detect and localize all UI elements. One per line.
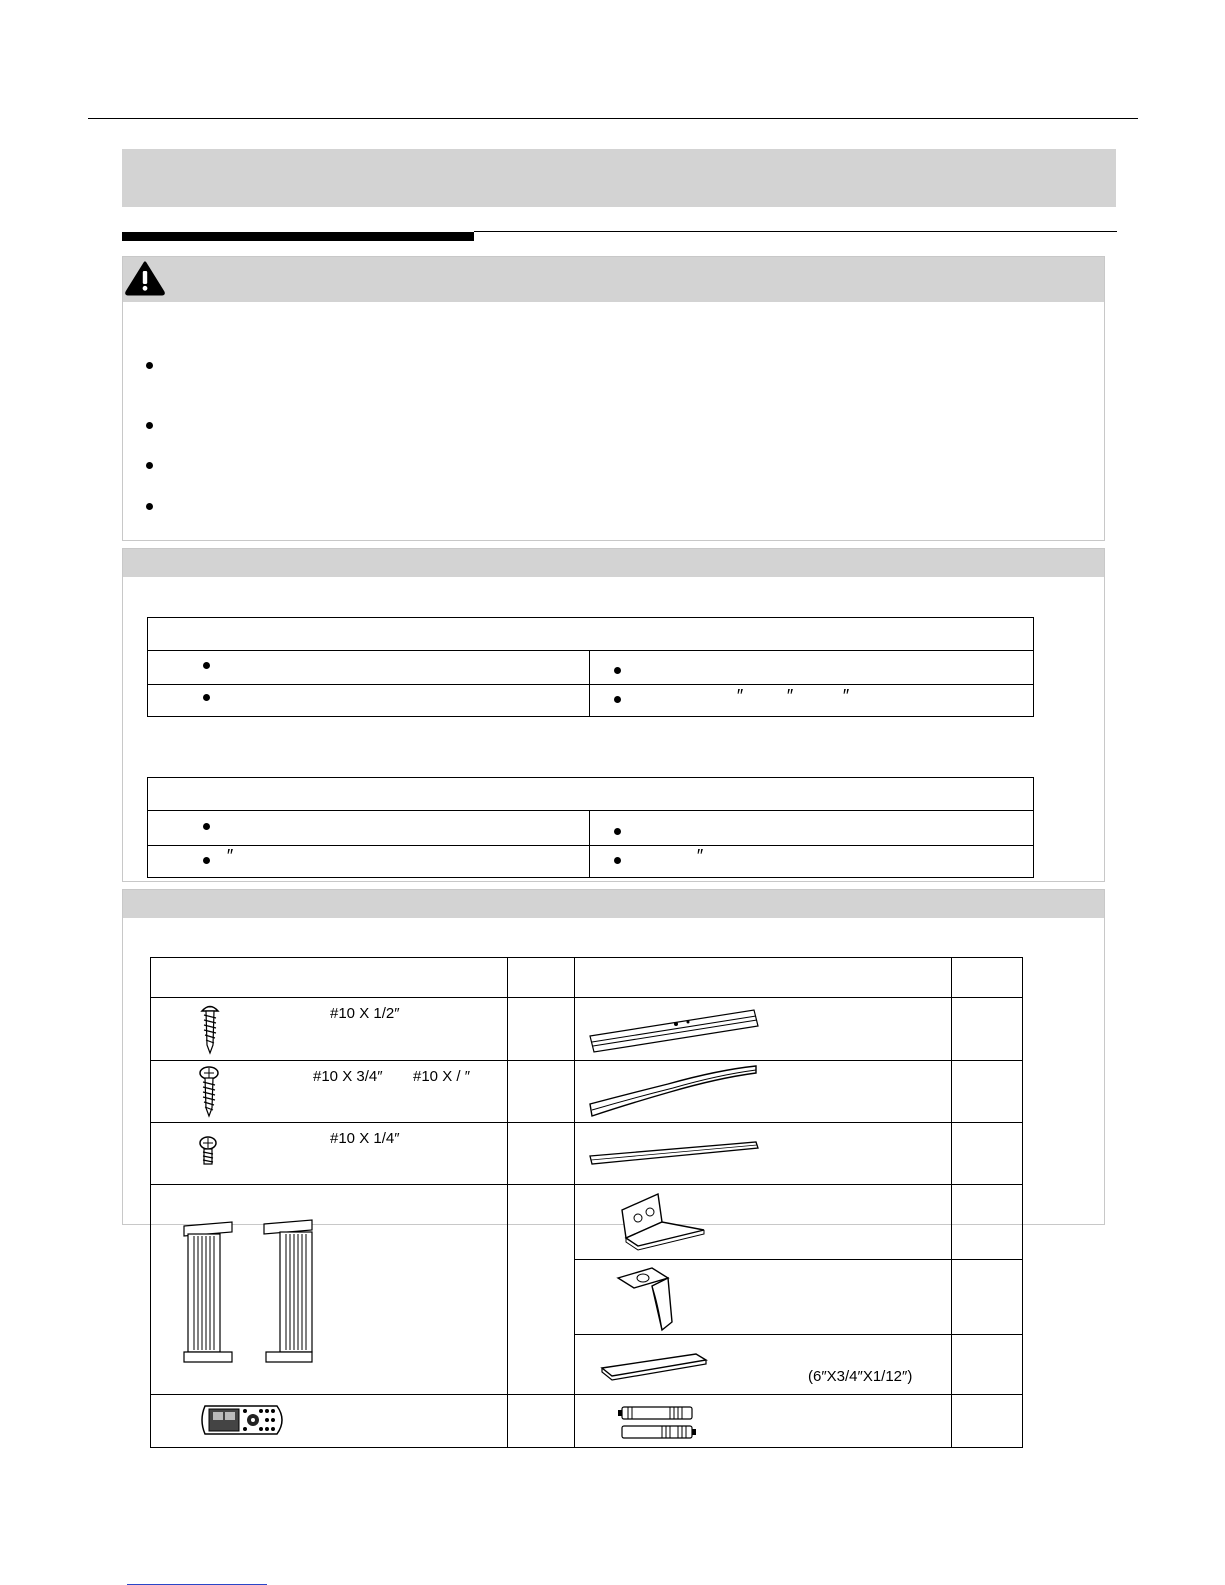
header-rule <box>88 118 1138 119</box>
inch-mark: ″ <box>696 846 703 866</box>
inch-mark: ″ <box>736 686 743 706</box>
warning-bullet <box>146 362 153 369</box>
accessories-header-band <box>123 890 1104 918</box>
table-rule <box>150 997 1023 998</box>
section-rule-thick <box>122 232 474 241</box>
screw-spec: #10 X 1/2″ <box>330 1005 400 1022</box>
warning-triangle-icon <box>124 260 166 296</box>
table-rule <box>507 957 508 1448</box>
tool-bullet <box>614 828 621 835</box>
foam-pad-icon <box>598 1350 710 1384</box>
flat-strip-icon <box>588 1138 760 1168</box>
remote-control-icon <box>197 1400 289 1440</box>
table-rule <box>150 1060 1023 1061</box>
curved-seal-strip-icon <box>588 1064 760 1118</box>
section-rule-thin <box>474 231 1117 232</box>
warning-bullet <box>146 462 153 469</box>
title-band <box>122 149 1116 207</box>
inch-mark: ″ <box>786 686 793 706</box>
tool-bullet <box>203 662 210 669</box>
table-rule <box>574 957 575 1448</box>
table-rule <box>589 810 590 878</box>
bolt-screw-icon <box>198 1136 218 1168</box>
warning-bullet <box>146 422 153 429</box>
table-rule <box>951 957 952 1448</box>
table-rule <box>150 1184 1023 1185</box>
tapping-screw-icon <box>198 1066 220 1118</box>
tool-bullet <box>614 667 621 674</box>
screw-spec: #10 X / ″ <box>413 1068 471 1085</box>
table-rule <box>147 845 1034 846</box>
inch-mark: ″ <box>226 846 233 866</box>
tools-table-2 <box>147 777 1034 878</box>
table-rule <box>150 1122 1023 1123</box>
warning-bullet <box>146 503 153 510</box>
tool-bullet <box>203 857 210 864</box>
table-rule <box>589 650 590 717</box>
tool-bullet <box>203 694 210 701</box>
screw-spec: #10 X 1/4″ <box>330 1130 400 1147</box>
tool-bullet <box>203 823 210 830</box>
inch-mark: ″ <box>842 686 849 706</box>
support-bracket-icon <box>612 1264 682 1332</box>
pan-head-screw-icon <box>200 1003 220 1055</box>
table-rule <box>150 1394 1023 1395</box>
top-rail-icon <box>588 1006 760 1056</box>
tool-bullet <box>614 696 621 703</box>
window-panels-icon <box>180 1218 320 1368</box>
table-rule <box>574 1334 1023 1335</box>
table-rule <box>574 1259 1023 1260</box>
tools-table-1 <box>147 617 1034 717</box>
pad-spec: (6″X3/4″X1/12″) <box>808 1368 913 1385</box>
table-rule <box>147 650 1034 651</box>
screw-spec: #10 X 3/4″ <box>313 1068 383 1085</box>
table-rule <box>147 810 1034 811</box>
table-rule <box>147 684 1034 685</box>
tool-bullet <box>614 857 621 864</box>
warning-header-band <box>123 257 1104 302</box>
batteries-icon <box>616 1404 698 1442</box>
tools-header-band <box>123 549 1104 577</box>
l-bracket-icon <box>612 1188 708 1252</box>
